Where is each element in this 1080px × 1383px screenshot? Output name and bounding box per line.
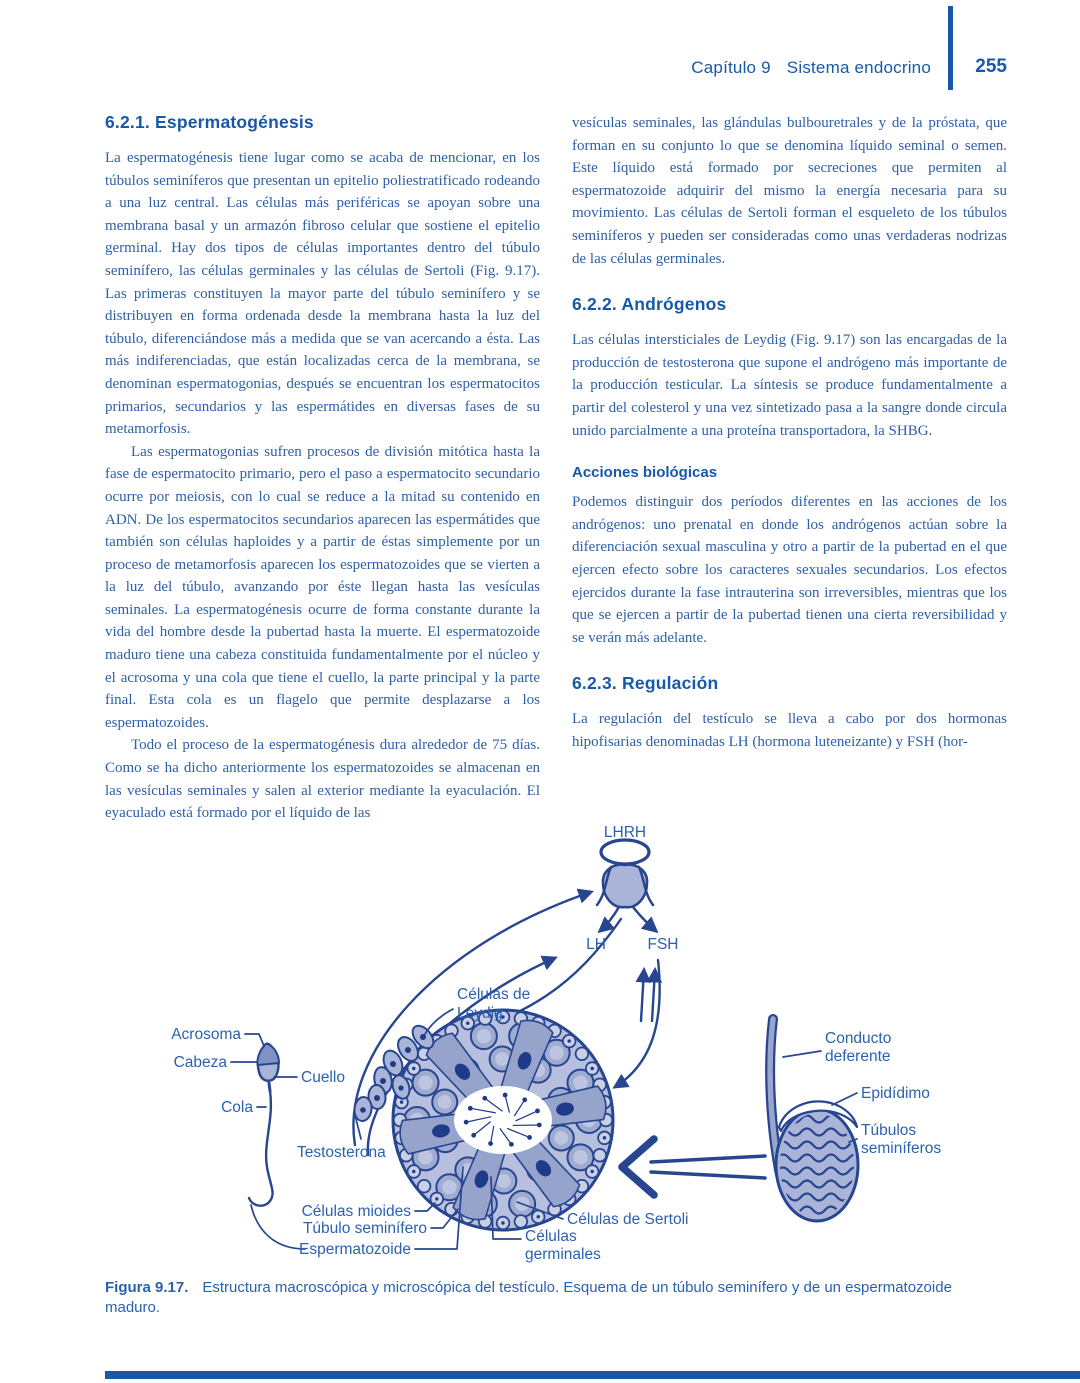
left-column	[105, 112, 540, 825]
label-celulas-leydig: Células de	[457, 985, 531, 1003]
header-rule	[948, 6, 953, 90]
label-espermatozoide: Espermatozoide	[298, 1240, 411, 1258]
label-cuello: Cuello	[301, 1068, 345, 1086]
label-celulas-germinales: Células	[525, 1227, 577, 1245]
label-tubulos-seminiferos: Túbulos	[861, 1121, 917, 1139]
paragraph: Podemos distinguir dos períodos diferentes en las acciones de los andrógenos: uno prenatal en donde los andrógenos actúan sobre la diferenciación sexual masculina y otro a partir de la pubertad en el que ejercen efecto sobre los caracteres sexuales secundarios. Los efectos ejercidos durante la fase intrauterina son irreversibles, mientras que los que se ejercen a partir de la pubertad tienen una cierta reversibilidad y se verán más adelante.	[572, 494, 1007, 646]
inhibin-feedback-line	[641, 970, 644, 1021]
label-cola: Cola	[221, 1098, 253, 1116]
figure-9-17	[105, 825, 1007, 1319]
spermatozoon-drawing	[249, 1044, 279, 1206]
label-lhrh: LHRH	[603, 824, 647, 841]
tubule-lumen	[454, 1086, 552, 1154]
page-header	[105, 0, 1007, 112]
label-celulas-sertoli: Células de Sertoli	[567, 1210, 689, 1228]
pituitary-drawing	[597, 840, 656, 931]
label-epididimo: Epidídimo	[861, 1084, 930, 1102]
paragraph: Las espermatogonias sufren procesos de división mitótica hasta la fase de espermatocito primario, pero el paso a espermatocito secundario ocurre por meiosis, con lo cual se reduce a la mitad su contenido en ADN. De los espermatocitos secundarios aparecen las espermátides que también son células haploides y a partir de éstas simplemente por un proceso de metamorfosis aparecen los espermatozoides que se vierten a la luz del túbulo, avanzando por éste llegan hasta las vesículas seminales. La espermatogénesis ocurre de forma constante durante la vida del hombre desde la pubertad hasta la muerte. El espermatozoide maduro tiene una cabeza constituida fundamentalmente por el núcleo y el acrosoma y una cola que tiene el cuello, la parte principal y la parte final. Esta cola es un flagelo que permite desplazarse a los espermatozoides.	[105, 443, 540, 731]
label-tubulos-seminiferos: seminíferos	[861, 1139, 942, 1157]
label-celulas-germinales: germinales	[525, 1245, 601, 1263]
paragraph: Todo el proceso de la espermatogénesis dura alrededor de 75 días. Como se ha dicho anteriormente los espermatozoides se almacenan en las vesículas seminales y salen al exterior mediante la eyaculación. El eyaculado está formado por el líquido de las	[105, 737, 540, 822]
bottom-rule	[105, 1371, 1080, 1379]
label-tubulo-seminifero: Túbulo seminífero	[302, 1219, 427, 1237]
paragraph: La regulación del testículo se lleva a cabo por dos hormonas hipofisarias denominadas LH (hormona luteneizante) y FSH (hor-	[572, 711, 1007, 750]
section-heading-622: 6.2.2. Andrógenos	[572, 294, 727, 315]
acrosome-cap	[257, 1044, 279, 1065]
label-fsh: FSH	[647, 935, 679, 953]
figure-caption-label: Figura 9.17.	[105, 1278, 189, 1296]
paragraph: vesículas seminales, las glándulas bulbouretrales y de la próstata, que forman en su conjunto lo que se denomina líquido seminal o semen. Este líquido está formado por secreciones que permiten al espermatozoide adquirir del mismo la energía necesaria para su movimiento. Las células de Sertoli forman el esqueleto de los túbulos seminíferos y pueden ser consideradas como unas verdaderas nodrizas de las células germinales.	[572, 115, 1007, 267]
label-celulas-mioides: Células mioides	[301, 1202, 411, 1220]
section-heading-623: 6.2.3. Regulación	[572, 673, 719, 694]
magnification-arrow	[622, 1139, 765, 1195]
inhibin-feedback-line	[652, 970, 655, 1021]
chapter-label: Capítulo 9	[691, 58, 771, 77]
subheading-acciones: Acciones biológicas	[572, 464, 718, 482]
section-label: Sistema endocrino	[786, 58, 931, 77]
paragraph: Las células intersticiales de Leydig (Fig. 9.17) son las encargadas de la producción de testosterona que supone el andrógeno más importante de la producción testicular. La síntesis se produce fundamentalmente a partir del colesterol y una vez sintetizado pasa a la sangre donde circula unido parcialmente a una proteína transportadora, la SHBG.	[572, 332, 1007, 439]
fsh-arrow	[615, 960, 660, 1087]
label-lh: LH	[586, 935, 606, 953]
label-celulas-leydig: Leydig	[457, 1004, 503, 1022]
paragraph: La espermatogénesis tiene lugar como se acaba de mencionar, en los túbulos seminíferos que presentan un epitelio poliestratificado rodeando a una luz central. Las células más periféricas se apoyan sobre una membrana basal y un armazón fibroso celular que sostiene el epitelio germinal. Hay dos tipos de células importantes dentro del túbulo seminífero, las células germinales y las células de Sertoli (Fig. 9.17). Las primeras constituyen la mayor parte del túbulo seminífero y se distribuyen en forma ordenada desde la membrana hasta la luz del túbulo, diferenciándose más a medida que se van acercando a ésta. Las más indiferenciadas, que están localizadas cerca de la membrana, se denominan espermatogonias, después se encuentran los espermatocitos primarios, secundarios y las espermátides en diversas fases de su metamorfosis.	[105, 150, 540, 438]
page-content	[105, 0, 1007, 1319]
right-column	[572, 112, 1007, 753]
label-conducto-deferente: deferente	[825, 1047, 891, 1065]
page-number: 255	[975, 56, 1007, 77]
running-head	[691, 58, 931, 78]
label-acrosoma: Acrosoma	[171, 1025, 241, 1043]
label-cabeza: Cabeza	[173, 1053, 227, 1071]
figure-caption-text: Estructura macroscópica y microscópica del testículo. Esquema de un túbulo seminífero y de un espermatozoide maduro.	[105, 1278, 952, 1317]
testicle-diagram	[105, 825, 1007, 1270]
section-heading-621: 6.2.1. Espermatogénesis	[105, 112, 314, 132]
two-column-text	[105, 112, 1007, 825]
label-conducto-deferente: Conducto	[825, 1029, 892, 1047]
figure-caption	[105, 1278, 1007, 1319]
label-testosterona: Testosterona	[297, 1143, 386, 1161]
